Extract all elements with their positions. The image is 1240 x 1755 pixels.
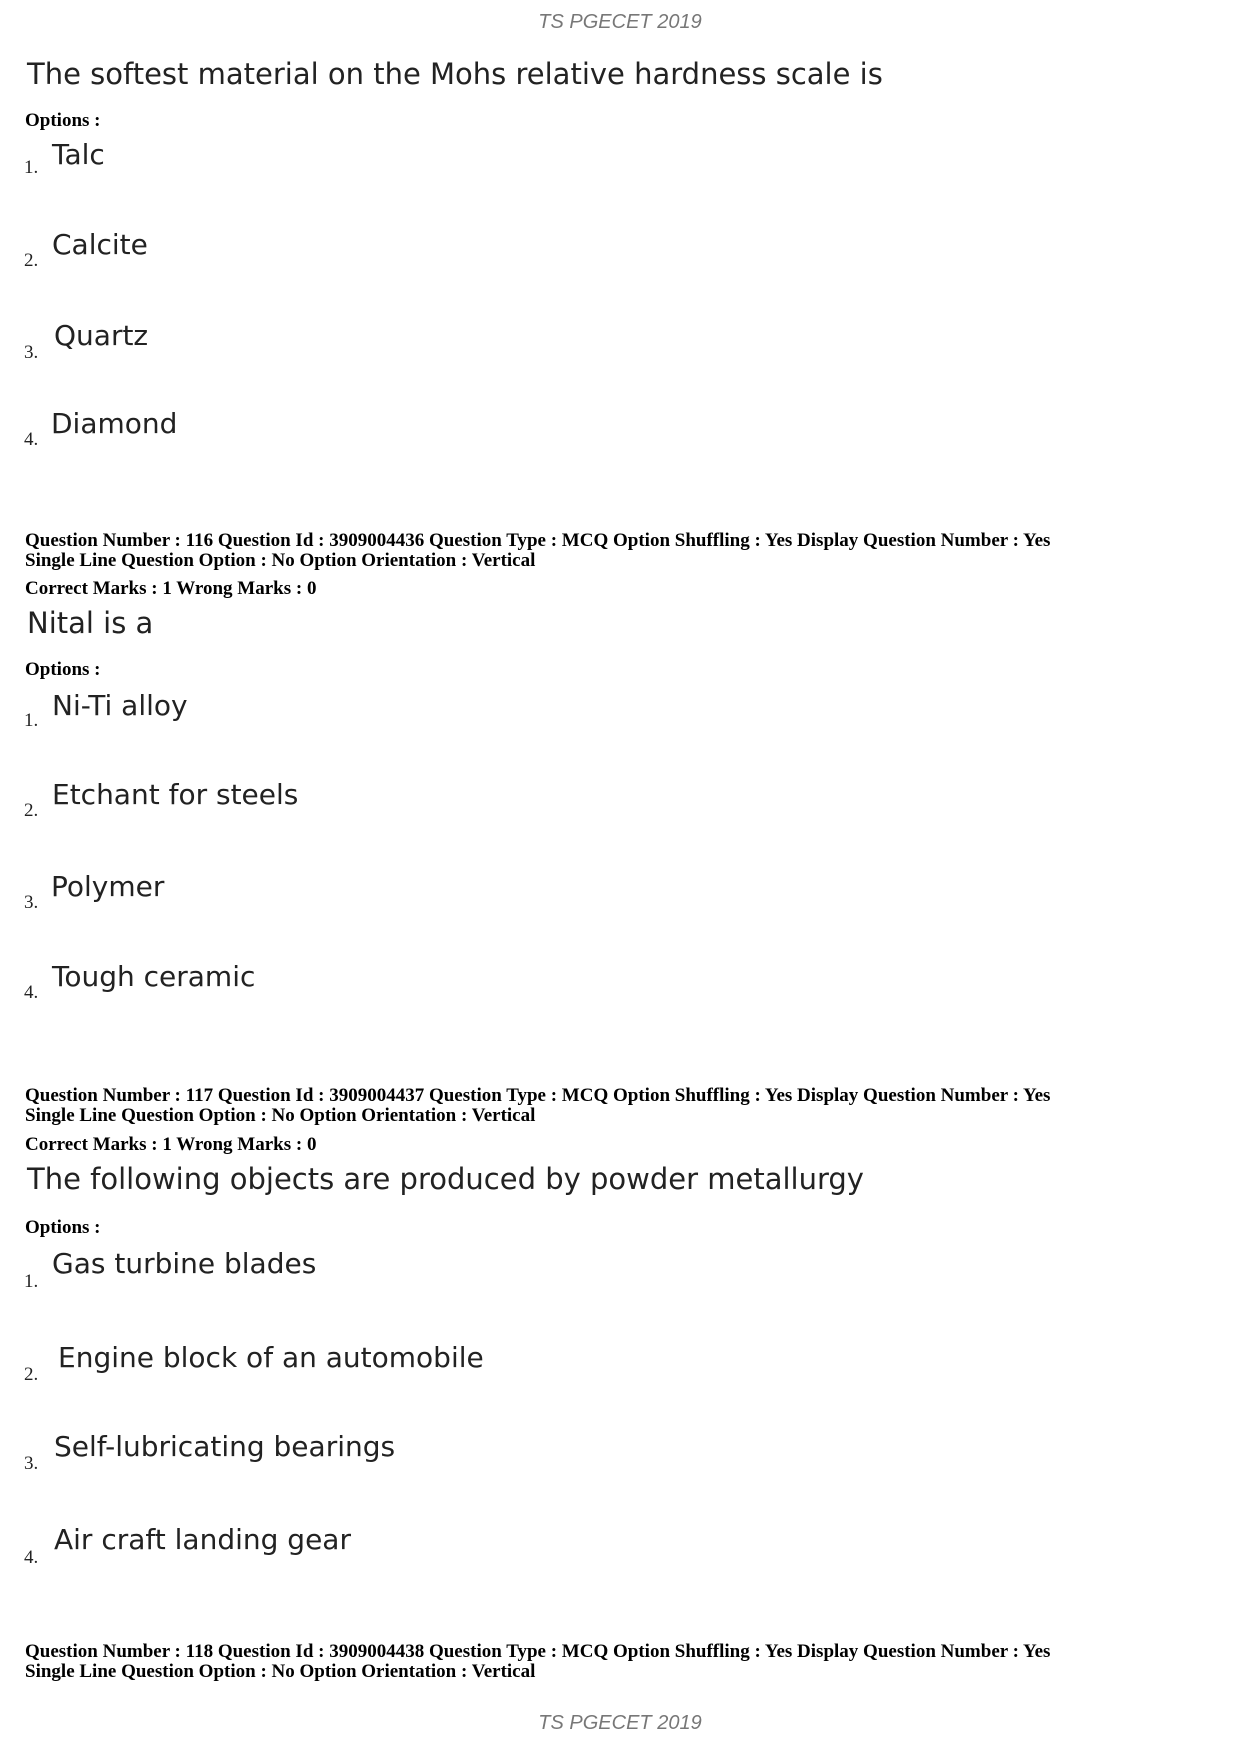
question-118-meta-line2: Single Line Question Option : No Option Orientation : Vertical: [25, 1661, 536, 1682]
question-117-marks: Correct Marks : 1 Wrong Marks : 0: [25, 1134, 317, 1155]
question-115-options-label: Options :: [25, 110, 101, 131]
option-number: 1.: [24, 1271, 39, 1292]
option-text: Etchant for steels: [52, 778, 299, 811]
option-number: 4.: [24, 429, 39, 450]
option-text: Ni-Ti alloy: [52, 689, 188, 722]
option-number: 4.: [24, 982, 39, 1003]
option-text: Polymer: [51, 870, 165, 903]
question-116-options-label: Options :: [25, 659, 101, 680]
option-text: Calcite: [52, 228, 148, 261]
question-118-meta-line1: Question Number : 118 Question Id : 3909004438 Question Type : MCQ Option Shuffling : Yes Display Question Number : Yes: [25, 1641, 1051, 1662]
option-text: Self-lubricating bearings: [54, 1430, 396, 1463]
question-117-text: The following objects are produced by powder metallurgy: [27, 1162, 864, 1196]
question-116-text: Nital is a: [27, 606, 154, 640]
page-header: TS PGECET 2019: [538, 11, 702, 33]
option-text: Diamond: [51, 407, 178, 440]
option-text: Tough ceramic: [52, 960, 256, 993]
option-number: 2.: [24, 800, 39, 821]
option-number: 4.: [24, 1547, 39, 1568]
question-116-meta-line1: Question Number : 116 Question Id : 3909004436 Question Type : MCQ Option Shuffling : Yes Display Question Number : Yes: [25, 530, 1051, 551]
option-text: Quartz: [54, 319, 149, 352]
option-number: 3.: [24, 892, 39, 913]
option-number: 1.: [24, 157, 39, 178]
option-number: 3.: [24, 342, 39, 363]
option-number: 2.: [24, 1364, 39, 1385]
question-117-options-label: Options :: [25, 1217, 101, 1238]
question-115-text: The softest material on the Mohs relative hardness scale is: [27, 57, 883, 91]
option-number: 2.: [24, 250, 39, 271]
question-117-meta-line1: Question Number : 117 Question Id : 3909004437 Question Type : MCQ Option Shuffling : Yes Display Question Number : Yes: [25, 1085, 1051, 1106]
question-117-meta-line2: Single Line Question Option : No Option Orientation : Vertical: [25, 1105, 536, 1126]
option-text: Engine block of an automobile: [58, 1341, 484, 1374]
option-text: Talc: [52, 138, 105, 171]
option-number: 1.: [24, 710, 39, 731]
option-text: Gas turbine blades: [52, 1247, 317, 1280]
option-number: 3.: [24, 1453, 39, 1474]
question-116-marks: Correct Marks : 1 Wrong Marks : 0: [25, 578, 317, 599]
option-text: Air craft landing gear: [54, 1523, 351, 1556]
question-116-meta-line2: Single Line Question Option : No Option Orientation : Vertical: [25, 550, 536, 571]
page-footer: TS PGECET 2019: [538, 1712, 702, 1734]
